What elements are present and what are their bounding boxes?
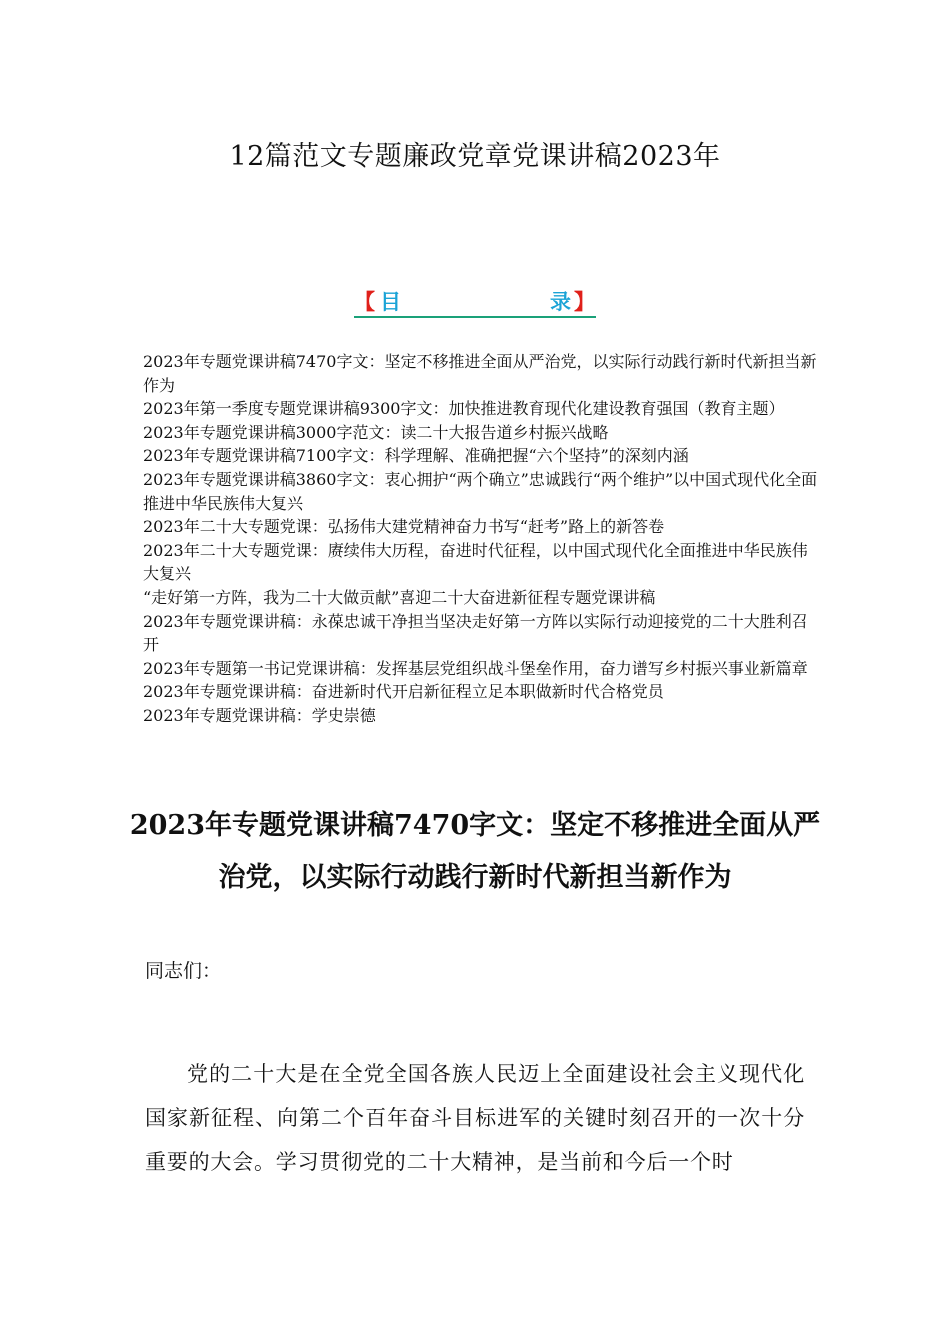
salutation: 同志们： [145, 960, 222, 982]
body-paragraph: 党的二十大是在全党全国各族人民迈上全面建设社会主义现代化国家新征程、向第二个百年奋斗目标进军的关键时刻召开的一次十分重要的大会。学习贯彻党的二十大精神，是当前和今后一个时 [145, 1062, 805, 1174]
document-title: 12篇范文专题廉政党章党课讲稿2023年 [229, 141, 721, 172]
toc-entry[interactable]: 2023年专题党课讲稿：奋进新时代开启新征程立足本职做新时代合格党员 [143, 682, 664, 702]
toc-entry[interactable]: 2023年专题党课讲稿3860字文：衷心拥护“两个确立”忠诚践行“两个维护”以中国式现代化全面推进中华民族伟大复兴 [143, 469, 818, 513]
toc-entry[interactable]: “走好第一方阵，我为二十大做贡献”喜迎二十大奋进新征程专题党课讲稿 [143, 587, 656, 607]
toc-entry[interactable]: 2023年二十大专题党课：弘扬伟大建党精神奋力书写“赶考”路上的新答卷 [143, 517, 665, 537]
toc-entry[interactable]: 2023年专题第一书记党课讲稿：发挥基层党组织战斗堡垒作用，奋力谱写乡村振兴事业新篇章 [143, 658, 808, 678]
toc-bracket-left: 【 [354, 289, 375, 314]
toc-entry[interactable]: 2023年专题党课讲稿3000字范文：读二十大报告道乡村振兴战略 [143, 422, 609, 442]
toc-entry[interactable]: 2023年专题党课讲稿：永葆忠诚干净担当坚决走好第一方阵以实际行动迎接党的二十大胜利召开 [143, 611, 808, 655]
toc-entry[interactable]: 2023年专题党课讲稿7470字文：坚定不移推进全面从严治党，以实际行动践行新时代新担当新作为 [143, 352, 817, 395]
toc-entry[interactable]: 2023年二十大专题党课：赓续伟大历程，奋进时代征程，以中国式现代化全面推进中华民族伟大复兴 [143, 540, 808, 584]
toc-entry[interactable]: 2023年专题党课讲稿：学史崇德 [143, 705, 376, 725]
table-of-contents [143, 350, 823, 728]
toc-heading-char-2: 录 [550, 289, 571, 314]
toc-bracket-right: 】 [574, 289, 595, 314]
toc-entry[interactable]: 2023年第一季度专题党课讲稿9300字文：加快推进教育现代化建设教育强国（教育主题） [143, 399, 785, 419]
toc-heading-char-1: 目 [380, 289, 401, 314]
section-heading: 2023年专题党课讲稿7470字文：坚定不移推进全面从严治党，以实际行动践行新时代新担当新作为 [129, 810, 821, 893]
toc-heading [354, 286, 596, 318]
toc-entry[interactable]: 2023年专题党课讲稿7100字文：科学理解、准确把握“六个坚持”的深刻内涵 [143, 446, 689, 466]
